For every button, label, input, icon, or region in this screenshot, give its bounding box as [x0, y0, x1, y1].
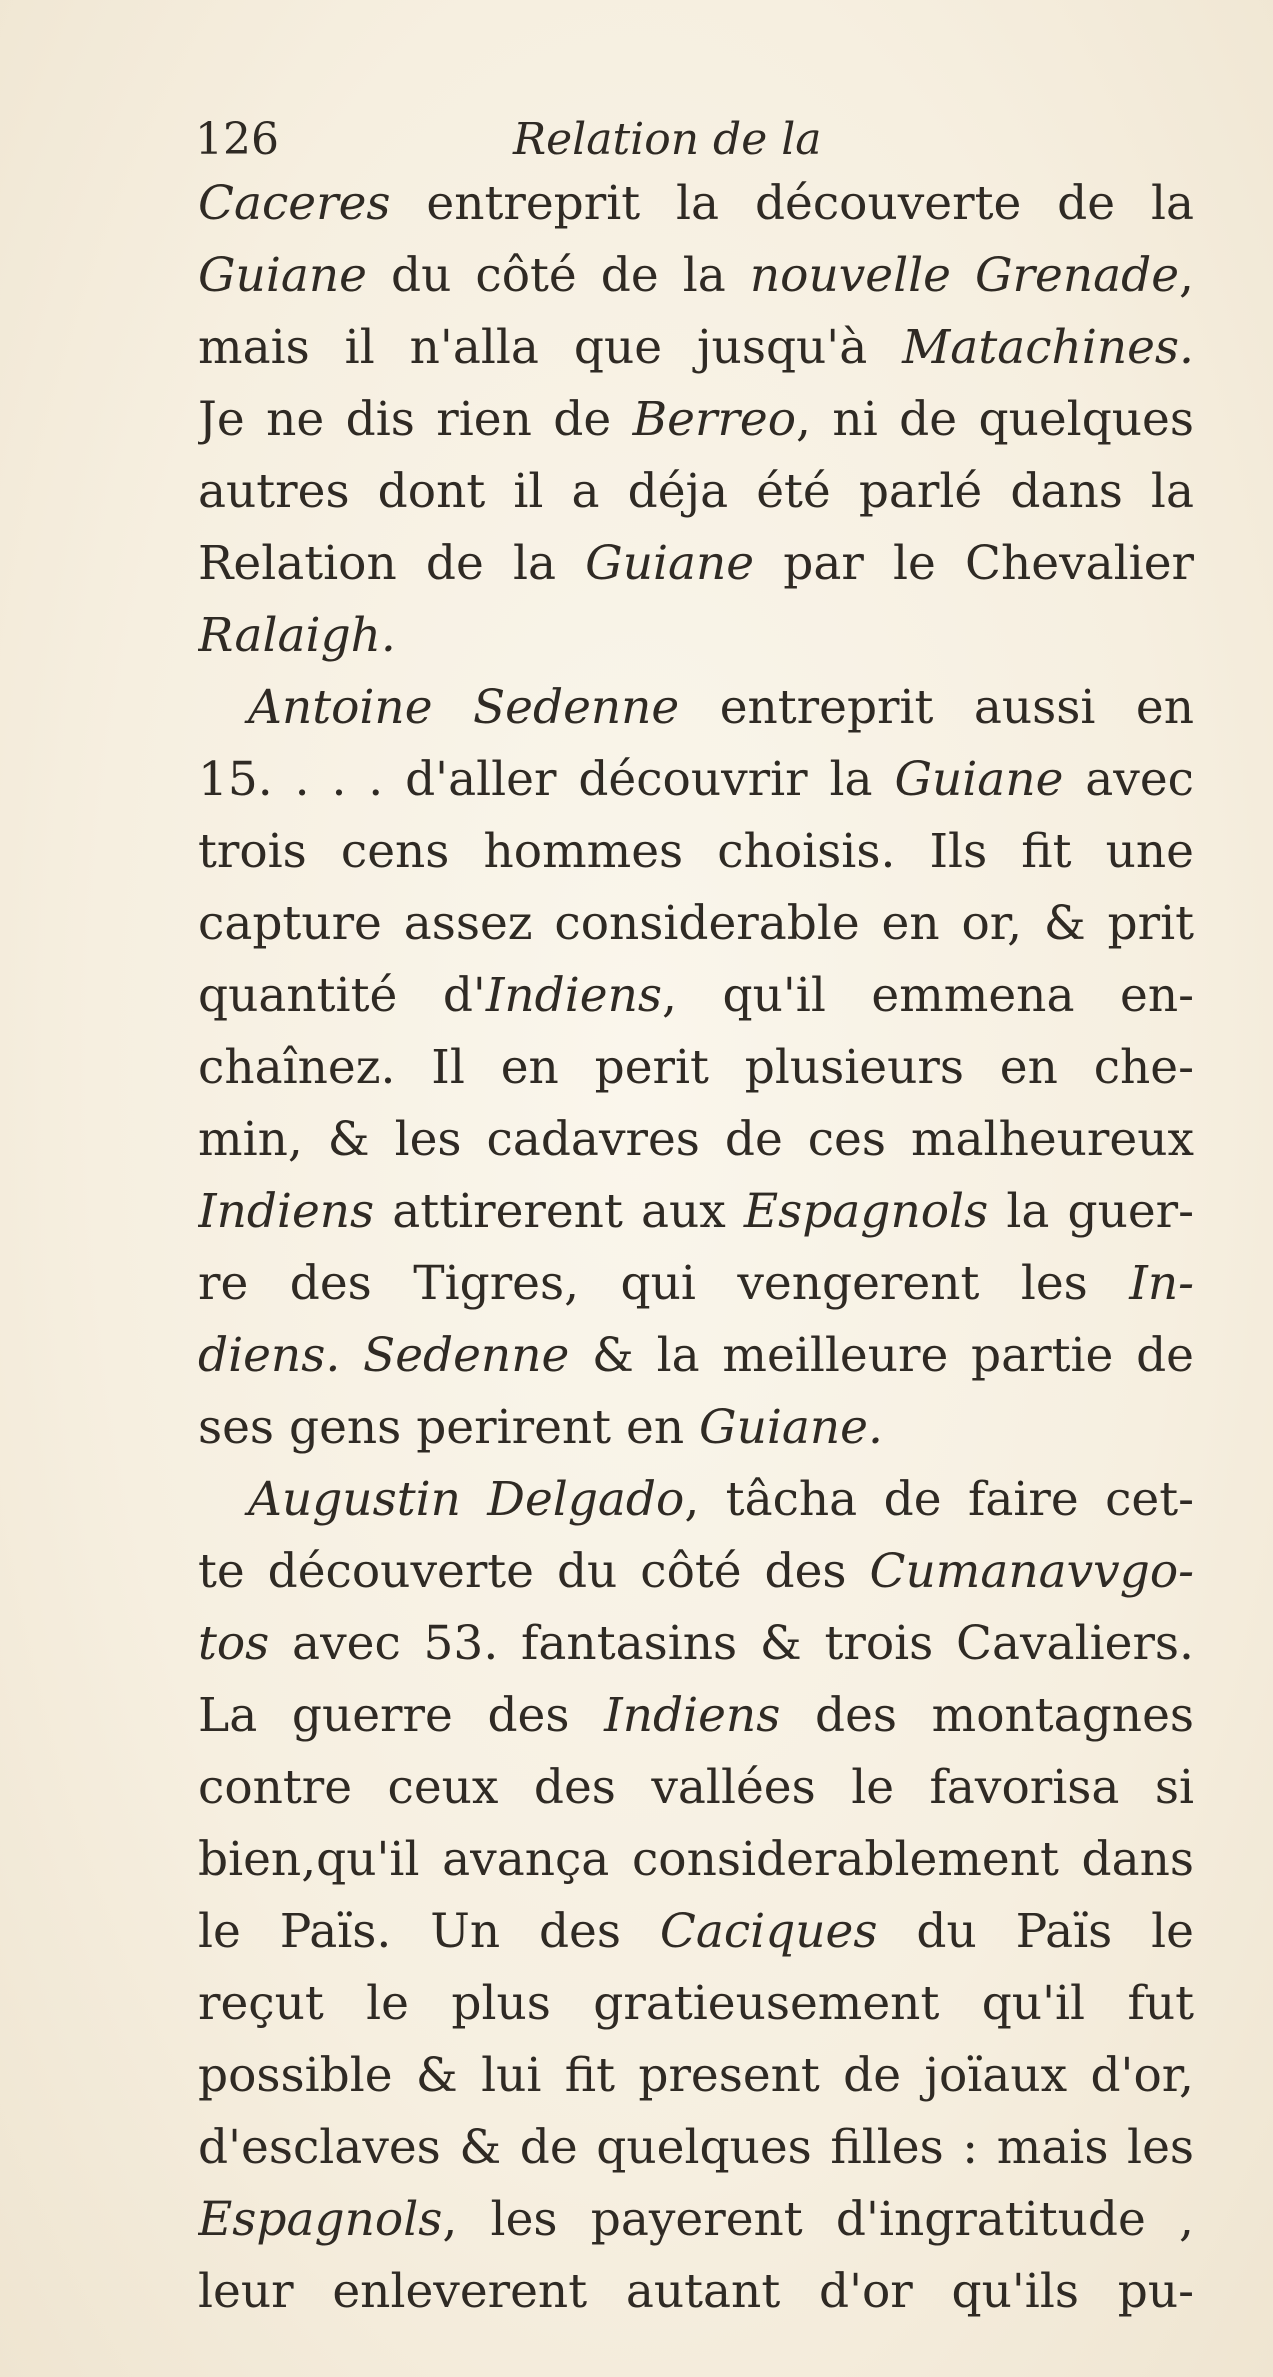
text-segment: min, & les cadavres de ces malheureux: [198, 1112, 1194, 1167]
text-line: [198, 888, 1194, 960]
italic-segment: In-: [1129, 1256, 1194, 1311]
italic-segment: Caciques: [659, 1904, 878, 1959]
text-line: [198, 600, 1194, 672]
text-line: [198, 2256, 1194, 2328]
text-segment: des montagnes: [780, 1688, 1194, 1743]
text-line: [198, 1536, 1194, 1608]
italic-segment: Augustin Delgado: [248, 1472, 685, 1527]
text-segment: , les payerent d'ingratitude ,: [442, 2192, 1194, 2247]
text-segment: le Païs. Un des: [198, 1904, 660, 1959]
text-segment: avec: [1063, 752, 1194, 807]
text-line: [198, 960, 1194, 1032]
italic-segment: Guiane: [198, 248, 367, 303]
text-line: [198, 672, 1194, 744]
italic-segment: Berreo: [632, 392, 797, 447]
text-line: [198, 1824, 1194, 1896]
text-segment: contre ceux des vallées le favorisa si: [198, 1760, 1194, 1815]
text-line: [198, 528, 1194, 600]
text-segment: ,: [1179, 248, 1194, 303]
page-number: 126: [195, 114, 279, 165]
italic-segment: diens.: [198, 1328, 341, 1383]
text-segment: re des Tigres, qui vengerent les: [198, 1256, 1130, 1311]
text-segment: avec 53. fantasins & trois Cavaliers.: [269, 1616, 1194, 1671]
text-line: [198, 384, 1194, 456]
text-segment: te découverte du côté des: [198, 1544, 870, 1599]
text-line: [198, 744, 1194, 816]
italic-segment: Indiens: [485, 968, 663, 1023]
italic-segment: Sedenne: [363, 1328, 570, 1383]
text-line: [198, 1176, 1194, 1248]
text-line: [198, 1896, 1194, 1968]
text-segment: bien,qu'il avança considerablement dans: [198, 1832, 1194, 1887]
text-segment: chaînez. Il en perit plusieurs en che-: [198, 1040, 1194, 1095]
italic-segment: Ralaigh.: [198, 608, 396, 663]
text-segment: entreprit aussi en: [679, 680, 1194, 735]
text-segment: du côté de la: [366, 248, 750, 303]
text-line: [198, 168, 1194, 240]
text-segment: entreprit la découverte de la: [390, 176, 1194, 231]
text-line: [198, 1104, 1194, 1176]
text-segment: trois cens hommes choisis. Ils fit une: [198, 824, 1194, 879]
text-line: [198, 816, 1194, 888]
text-segment: du Païs le: [877, 1904, 1194, 1959]
text-line: [198, 1032, 1194, 1104]
italic-segment: Guiane.: [699, 1400, 883, 1455]
italic-segment: nouvelle Grenade: [749, 248, 1180, 303]
text-segment: Je ne dis rien de: [198, 392, 633, 447]
italic-segment: Caceres: [198, 176, 391, 231]
italic-segment: Indiens: [604, 1688, 781, 1743]
italic-segment: Matachines.: [902, 320, 1194, 375]
italic-segment: Espagnols: [198, 2192, 443, 2247]
text-line: [198, 312, 1194, 384]
text-segment: reçut le plus gratieusement qu'il fut: [198, 1976, 1194, 2031]
text-segment: , tâcha de faire cet-: [684, 1472, 1194, 1527]
text-segment: d'esclaves & de quelques filles : mais les: [198, 2120, 1194, 2175]
text-segment: capture assez considerable en or, & prit: [198, 896, 1194, 951]
text-segment: 15. . . . d'aller découvrir la: [198, 752, 895, 807]
italic-segment: Guiane: [585, 536, 755, 591]
italic-segment: Cumanavvgo-: [869, 1544, 1194, 1599]
text-line: [198, 1680, 1194, 1752]
italic-segment: Espagnols: [743, 1184, 989, 1239]
text-segment: ses gens perirent en: [198, 1400, 700, 1455]
text-segment: leur enleverent autant d'or qu'ils pu-: [198, 2264, 1194, 2319]
text-line: [198, 1320, 1194, 1392]
text-line: [198, 240, 1194, 312]
text-line: [198, 2112, 1194, 2184]
text-segment: La guerre des: [198, 1688, 605, 1743]
text-segment: , qu'il emmena en-: [662, 968, 1194, 1023]
text-segment: & la meilleure partie de: [569, 1328, 1194, 1383]
italic-segment: tos: [198, 1616, 270, 1671]
text-segment: Relation de la: [198, 536, 586, 591]
italic-segment: Guiane: [894, 752, 1064, 807]
text-segment: par le Chevalier: [754, 536, 1194, 591]
text-line: [198, 1752, 1194, 1824]
text-segment: mais il n'alla que jusqu'à: [198, 320, 903, 375]
text-line: [198, 1968, 1194, 2040]
text-line: [198, 1248, 1194, 1320]
text-segment: autres dont il a déja été parlé dans la: [198, 464, 1194, 519]
italic-segment: Indiens: [198, 1184, 375, 1239]
text-segment: possible & lui fit present de joïaux d'or,: [198, 2048, 1194, 2103]
text-line: [198, 1608, 1194, 1680]
running-title: Relation de la: [513, 114, 822, 165]
text-segment: attirerent aux: [374, 1184, 744, 1239]
text-line: [198, 1464, 1194, 1536]
text-segment: , ni de quelques: [796, 392, 1194, 447]
text-segment: quantité d': [198, 968, 486, 1023]
text-line: [198, 456, 1194, 528]
text-segment: la guer-: [988, 1184, 1194, 1239]
text-line: [198, 2184, 1194, 2256]
text-segment: [340, 1328, 363, 1383]
italic-segment: Antoine Sedenne: [248, 680, 680, 735]
body-text: [198, 168, 1194, 2328]
text-line: [198, 1392, 1194, 1464]
page-header: [195, 108, 1195, 172]
text-line: [198, 2040, 1194, 2112]
